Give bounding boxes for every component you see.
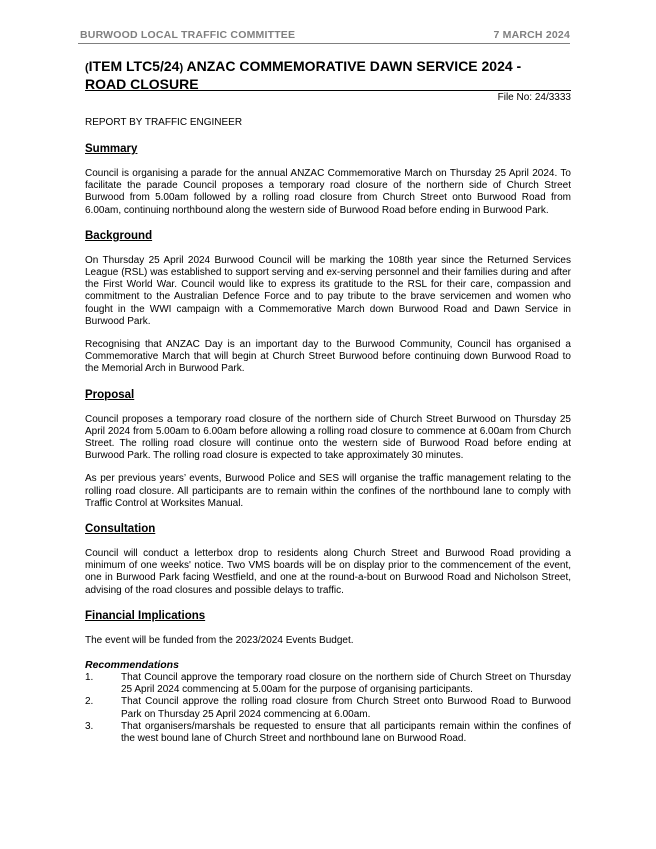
- item-prefix: (: [85, 62, 89, 74]
- running-header: [78, 29, 570, 44]
- recommendation-number: 1.: [85, 672, 94, 684]
- recommendations-heading: Recommendations: [85, 659, 179, 672]
- file-number: File No: 24/3333: [497, 92, 571, 103]
- background-heading: Background: [85, 229, 153, 242]
- background-paragraph-2: Recognising that ANZAC Day is an important day to the Burwood Community, Council has organised a Commemorative March that will begin at Church Street Burwood before continuing down Burwood Road to the Memorial Arch in Burwood Park.: [85, 339, 571, 375]
- consultation-heading: Consultation: [85, 523, 156, 536]
- summary-heading: Summary: [85, 143, 138, 155]
- recommendation-item: [85, 721, 571, 745]
- recommendation-item: [85, 672, 571, 696]
- proposal-paragraph-2: As per previous years’ events, Burwood Police and SES will organise the traffic management relating to the rolling road closure. All participants are to remain within the confines of the northbound lane to comply with Traffic Control at Worksites Manual.: [85, 473, 571, 509]
- recommendation-text: That Council approve the temporary road closure on the northern side of Church Street on Thursday 25 April 2024 commencing at 5.00am for the purpose of organising participants.: [121, 672, 571, 696]
- recommendation-item: [85, 696, 571, 720]
- financial-paragraph: The event will be funded from the 2023/2024 Events Budget.: [85, 634, 354, 646]
- committee-name: BURWOOD LOCAL TRAFFIC COMMITTEE: [80, 29, 296, 41]
- item-title: [85, 58, 571, 92]
- recommendation-text: That organisers/marshals be requested to ensure that all participants remain within the confines of the west bound lane of Church Street and northbound lane on Burwood Road.: [121, 720, 571, 745]
- report-body: [85, 142, 571, 745]
- proposal-heading: Proposal: [85, 388, 135, 401]
- proposal-paragraph-1: Council proposes a temporary road closure of the northern side of Church Street Burwood on Thursday 25 April 2024 from 5.00am to 6.00am before allowing a rolling road closure to commence at 6.00am from Church Street. The rolling road closure will continue onto the western side of Burwood Road before ending at Burwood Park. The rolling road closure is expected to take approximately 30 minutes.: [85, 413, 571, 462]
- recommendation-number: 2.: [85, 696, 94, 708]
- recommendation-number: 3.: [85, 720, 94, 732]
- financial-heading: Financial Implications: [85, 609, 206, 622]
- title-divider: [85, 90, 571, 91]
- item-title-line1: ANZAC COMMEMORATIVE DAWN SERVICE 2024 -: [183, 58, 522, 74]
- report-author: REPORT BY TRAFFIC ENGINEER: [85, 117, 243, 128]
- consultation-paragraph: Council will conduct a letterbox drop to residents along Church Street and Burwood Road providing a minimum of one weeks' notice. Two VMS boards will be on display prior to the commencement of the event, one in Burwood Park facing Westfield, and one at the round-a-bout on Burwood Road and Nicholson Street, advising of the road closures and possible delays to traffic.: [85, 548, 571, 596]
- meeting-date: 7 MARCH 2024: [493, 29, 570, 41]
- recommendation-text: That Council approve the rolling road closure from Church Street onto Burwood Road to Burwood Park on Thursday 25 April 2024 commencing at 6.00am.: [121, 696, 571, 720]
- summary-paragraph: Council is organising a parade for the annual ANZAC Commemorative March on Thursday 25 April 2024. To facilitate the parade Council proposes a temporary road closure of the northern side of Church Street Burwood from 5.00am followed by a rolling road closure from Church Street onto Burwood Road from 6.00am, continuing northbound along the western side of Burwood Road before ending in Burwood Park.: [85, 168, 571, 216]
- item-title-line2: ROAD CLOSURE: [85, 76, 199, 92]
- item-suffix: ): [179, 62, 184, 74]
- background-paragraph-1: On Thursday 25 April 2024 Burwood Council will be marking the 108th year since the Returned Services League (RSL) was established to support serving and ex-serving personnel and their families during and after the First World War. Council would like to express its gratitude to the RSL for their care, compassion and commitment to the Australian Defence Force and to pay tribute to the brave servicemen and women who fought in the WWI campaign with a Commemorative March down Burwood Road and Dawn Service in Burwood Park.: [85, 254, 571, 327]
- item-code: ITEM LTC5/24: [88, 58, 180, 74]
